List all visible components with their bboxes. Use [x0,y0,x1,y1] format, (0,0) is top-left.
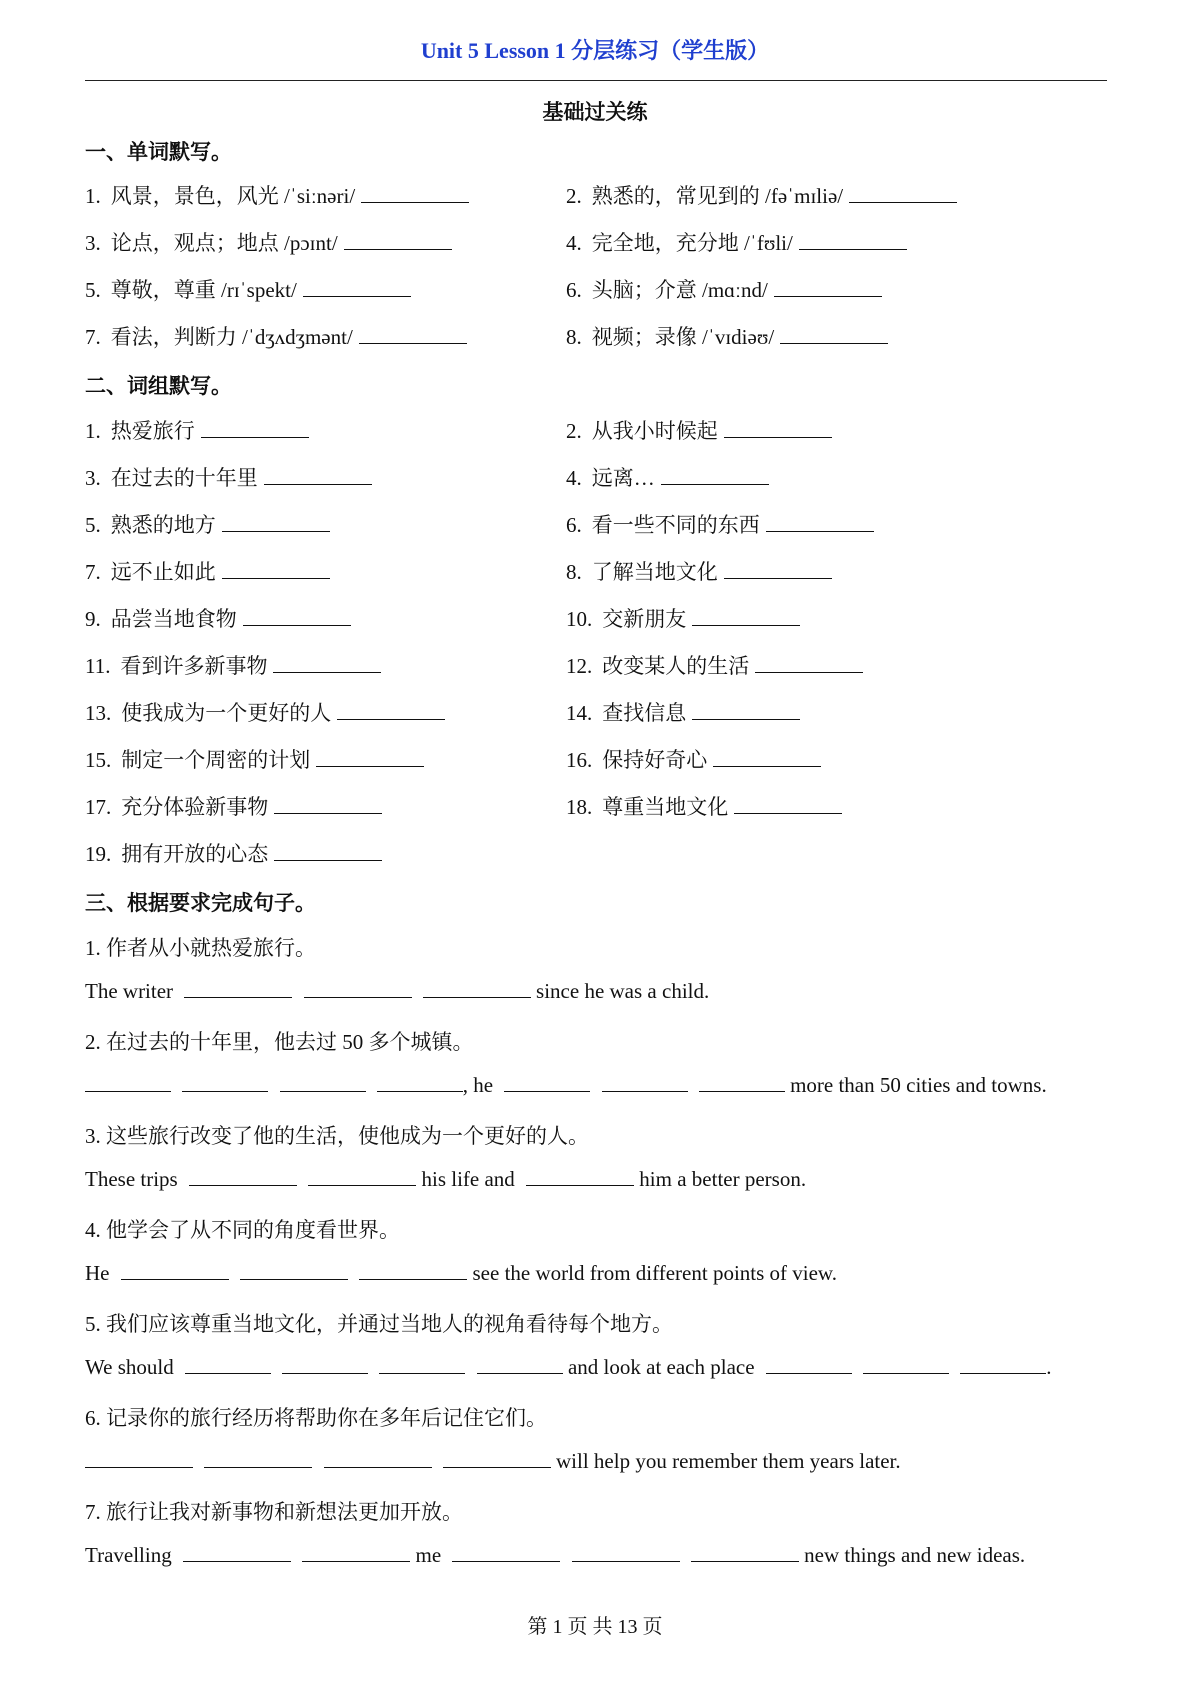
answer-blank[interactable] [85,1073,171,1092]
sentence-text: his life and [421,1167,515,1191]
item-text: 了解当地文化 [591,560,718,584]
item-number: 6. [566,513,582,537]
answer-line [85,1167,806,1192]
item-text: 尊重当地文化 [602,795,729,819]
item-text: 视频；录像 /ˈvɪdiəʊ/ [591,325,775,349]
item-number: 11. [85,654,111,678]
question-prompt: 3. 这些旅行改变了他的生活，使他成为一个更好的人。 [85,1124,589,1148]
answer-blank[interactable] [863,1355,949,1374]
item-text: 看一些不同的东西 [591,513,760,537]
answer-blank[interactable] [182,1073,268,1092]
page-footer: 第 1 页 共 13 页 [527,1616,663,1638]
answer-blank[interactable] [282,1355,368,1374]
answer-blank[interactable] [201,419,309,438]
phrase-item [85,791,382,821]
answer-blank[interactable] [724,560,832,579]
phrase-item [85,462,372,492]
item-text: 远不止如此 [110,560,216,584]
answer-line [85,979,709,1004]
answer-blank[interactable] [274,842,382,861]
answer-blank[interactable] [280,1073,366,1092]
sentence-text: and look at each place [567,1355,755,1379]
item-number: 12. [566,654,593,678]
item-text: 尊敬，尊重 /rɪˈspekt/ [110,278,297,302]
answer-blank[interactable] [361,184,469,203]
answer-blank[interactable] [183,1543,291,1562]
sentence-text: since he was a child. [536,979,710,1003]
vocab-item [566,227,907,257]
question-prompt: 2. 在过去的十年里，他去过 50 多个城镇。 [85,1030,474,1054]
item-number: 2. [566,184,582,208]
vocab-item [566,321,888,351]
answer-blank[interactable] [273,654,381,673]
item-number: 4. [566,231,582,255]
item-number: 3. [85,466,101,490]
answer-blank[interactable] [526,1167,634,1186]
answer-blank[interactable] [477,1355,563,1374]
answer-blank[interactable] [324,1449,432,1468]
sentence-text: me [415,1543,442,1567]
answer-blank[interactable] [504,1073,590,1092]
item-text: 完全地，充分地 /ˈfʊli/ [591,231,793,255]
answer-line [85,1543,1025,1568]
item-number: 4. [566,466,582,490]
item-number: 16. [566,748,593,772]
phrase-item [85,697,445,727]
item-number: 10. [566,607,593,631]
phrase-item [85,415,309,445]
answer-blank[interactable] [691,1543,799,1562]
phrase-item [566,650,863,680]
section3-heading: 三、根据要求完成句子。 [85,890,316,915]
answer-blank[interactable] [960,1355,1046,1374]
item-text: 拥有开放的心态 [121,842,269,866]
sentence-text: new things and new ideas. [804,1543,1026,1567]
answer-line [85,1261,837,1286]
item-text: 品尝当地食物 [110,607,237,631]
answer-blank[interactable] [379,1355,465,1374]
vocab-item [85,274,411,304]
answer-blank[interactable] [724,419,832,438]
phrase-item [566,791,842,821]
phrase-item [566,697,800,727]
answer-blank[interactable] [274,795,382,814]
answer-blank[interactable] [243,607,351,626]
answer-blank[interactable] [713,748,821,767]
answer-blank[interactable] [423,979,531,998]
sentence-text: , he [462,1073,494,1097]
header-divider [85,80,1107,81]
question-prompt: 7. 旅行让我对新事物和新想法更加开放。 [85,1500,463,1524]
header-title: Unit 5 Lesson 1 分层练习（学生版） [420,38,770,63]
answer-blank[interactable] [699,1073,785,1092]
item-number: 18. [566,795,593,819]
phrase-item [566,462,769,492]
phrase-item [85,650,381,680]
answer-blank[interactable] [766,1355,852,1374]
answer-blank[interactable] [452,1543,560,1562]
phrase-item [85,556,330,586]
phrase-item [566,556,832,586]
section1-heading: 一、单词默写。 [85,139,232,164]
item-text: 头脑；介意 /mɑːnd/ [591,278,768,302]
answer-blank[interactable] [780,325,888,344]
answer-blank[interactable] [849,184,957,203]
phrase-item [566,744,821,774]
answer-blank[interactable] [359,1261,467,1280]
item-number: 3. [85,231,101,255]
answer-blank[interactable] [344,231,452,250]
item-number: 9. [85,607,101,631]
item-number: 1. [85,419,101,443]
question-prompt: 6. 记录你的旅行经历将帮助你在多年后记住它们。 [85,1406,547,1430]
phrase-item [85,744,424,774]
item-number: 8. [566,325,582,349]
item-number: 2. [566,419,582,443]
vocab-item [85,227,452,257]
answer-blank[interactable] [264,466,372,485]
answer-blank[interactable] [359,325,467,344]
answer-blank[interactable] [85,1449,193,1468]
answer-blank[interactable] [337,701,445,720]
item-number: 7. [85,325,101,349]
item-number: 6. [566,278,582,302]
item-number: 13. [85,701,112,725]
phrase-item [85,603,351,633]
item-number: 19. [85,842,112,866]
phrase-item [85,838,382,868]
answer-blank[interactable] [443,1449,551,1468]
phrase-item [566,509,874,539]
answer-blank[interactable] [661,466,769,485]
answer-blank[interactable] [799,231,907,250]
item-text: 保持好奇心 [602,748,708,772]
answer-blank[interactable] [204,1449,312,1468]
section2-heading: 二、词组默写。 [85,373,232,398]
sentence-text: will help you remember them years later. [556,1449,901,1473]
answer-blank[interactable] [572,1543,680,1562]
sentence-text: We should [85,1355,174,1379]
item-text: 制定一个周密的计划 [121,748,311,772]
answer-blank[interactable] [692,607,800,626]
answer-blank[interactable] [185,1355,271,1374]
answer-line [85,1073,1047,1098]
item-number: 15. [85,748,112,772]
item-number: 5. [85,278,101,302]
answer-blank[interactable] [240,1261,348,1280]
subtitle: 基础过关练 [542,99,648,124]
item-text: 从我小时候起 [591,419,718,443]
answer-blank[interactable] [692,701,800,720]
answer-line [85,1449,901,1474]
item-number: 1. [85,184,101,208]
sentence-text: more than 50 cities and towns. [790,1073,1047,1097]
item-number: 7. [85,560,101,584]
item-number: 8. [566,560,582,584]
answer-blank[interactable] [304,979,412,998]
question-prompt: 4. 他学会了从不同的角度看世界。 [85,1218,400,1242]
vocab-item [85,321,467,351]
answer-blank[interactable] [377,1073,463,1092]
answer-blank[interactable] [316,748,424,767]
answer-blank[interactable] [734,795,842,814]
item-number: 5. [85,513,101,537]
answer-blank[interactable] [189,1167,297,1186]
vocab-item [566,180,957,210]
item-text: 在过去的十年里 [110,466,258,490]
item-text: 改变某人的生活 [602,654,750,678]
answer-blank[interactable] [184,979,292,998]
answer-blank[interactable] [222,560,330,579]
answer-blank[interactable] [302,1543,410,1562]
phrase-item [85,509,330,539]
item-text: 远离… [591,466,655,490]
sentence-text: These trips [85,1167,178,1191]
item-text: 熟悉的，常见到的 /fəˈmɪliə/ [591,184,844,208]
question-prompt: 1. 作者从小就热爱旅行。 [85,936,316,960]
phrase-item [566,603,800,633]
answer-blank[interactable] [222,513,330,532]
answer-blank[interactable] [602,1073,688,1092]
answer-blank[interactable] [766,513,874,532]
vocab-item [85,180,469,210]
sentence-text: The writer [85,979,174,1003]
sentence-text: He [85,1261,110,1285]
question-prompt: 5. 我们应该尊重当地文化，并通过当地人的视角看待每个地方。 [85,1312,673,1336]
answer-blank[interactable] [303,278,411,297]
answer-line [85,1355,1052,1380]
item-text: 使我成为一个更好的人 [121,701,332,725]
vocab-item [566,274,882,304]
item-text: 看法，判断力 /ˈdʒʌdʒmənt/ [110,325,353,349]
item-text: 热爱旅行 [110,419,195,443]
phrase-item [566,415,832,445]
answer-blank[interactable] [308,1167,416,1186]
answer-blank[interactable] [774,278,882,297]
item-number: 14. [566,701,593,725]
item-text: 充分体验新事物 [121,795,269,819]
item-text: 查找信息 [602,701,687,725]
sentence-text: Travelling [85,1543,172,1567]
item-text: 论点，观点；地点 /pɔɪnt/ [110,231,338,255]
answer-blank[interactable] [755,654,863,673]
item-text: 看到许多新事物 [120,654,268,678]
sentence-text: . [1046,1355,1052,1379]
item-text: 交新朋友 [602,607,687,631]
answer-blank[interactable] [121,1261,229,1280]
item-text: 熟悉的地方 [110,513,216,537]
sentence-text: him a better person. [639,1167,807,1191]
item-text: 风景，景色，风光 /ˈsiːnəri/ [110,184,356,208]
sentence-text: see the world from different points of view. [472,1261,837,1285]
item-number: 17. [85,795,112,819]
